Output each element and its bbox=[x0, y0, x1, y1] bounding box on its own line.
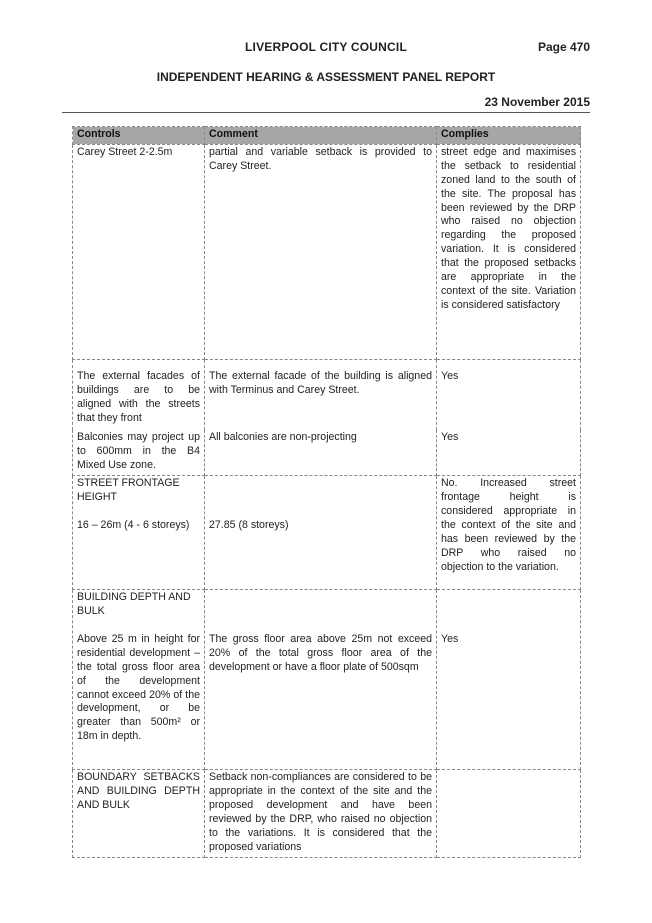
table-row bbox=[73, 144, 581, 359]
cell-comment: partial and variable setback is provided to Carey Street. bbox=[205, 144, 437, 359]
header-council: LIVERPOOL CITY COUNCIL bbox=[245, 40, 407, 54]
section-heading: STREET FRONTAGE HEIGHT bbox=[77, 477, 180, 504]
table-row bbox=[73, 590, 581, 770]
cell-complies bbox=[437, 770, 581, 857]
table-row bbox=[73, 770, 581, 857]
controls-table bbox=[72, 126, 581, 858]
col-header-controls: Controls bbox=[73, 127, 205, 145]
cell-controls: STREET FRONTAGE HEIGHT 16 – 26m (4 - 6 storeys) bbox=[73, 476, 205, 590]
cell-controls: Balconies may project up to 600mm in the B4 Mixed Use zone. bbox=[73, 430, 205, 475]
page-number: Page 470 bbox=[537, 40, 590, 54]
cell-comment: 27.85 (8 storeys) bbox=[205, 476, 437, 590]
section-heading: BUILDING DEPTH AND BULK bbox=[77, 591, 191, 618]
cell-complies: street edge and maximises the setback to residential zoned land to the south of the site. The proposal has been reviewed by the DRP who raised no objection regarding the proposed variation. It is considered that the proposed setbacks are appropriate in the context of the site. Variation is considered satisfactory bbox=[437, 144, 581, 359]
header-rule bbox=[62, 112, 590, 113]
cell-controls: BOUNDARY SETBACKS AND BUILDING DEPTH AND BULK bbox=[73, 770, 205, 857]
table-row bbox=[73, 430, 581, 475]
cell-comment: The external facade of the building is aligned with Terminus and Carey Street. bbox=[205, 359, 437, 430]
cell-controls: Carey Street 2-2.5m bbox=[73, 144, 205, 359]
cell-controls: The external facades of buildings are to be aligned with the streets that they front bbox=[73, 359, 205, 430]
col-header-complies: Complies bbox=[437, 127, 581, 145]
cell-controls: BUILDING DEPTH AND BULK Above 25 m in height for residential development – the total gross floor area of the development cannot exceed 20% of the development, or be greater than 500m² or 18m in depth. bbox=[73, 590, 205, 770]
cell-comment: Setback non-compliances are considered to be appropriate in the context of the site and the proposed development and have been reviewed by the DRP, who raised no objection to the variations. It is considered that the proposed variations bbox=[205, 770, 437, 857]
table-row bbox=[73, 476, 581, 590]
cell-complies: Yes bbox=[437, 359, 581, 430]
cell-complies: No. Increased street frontage height is considered appropriate in the context of the site and has been reviewed by the DRP who raised no objection to the variation. bbox=[437, 476, 581, 590]
cell-comment: The gross floor area above 25m not exceed 20% of the total gross floor area of the development or have a floor plate of 500sqm bbox=[205, 590, 437, 770]
cell-comment: All balconies are non-projecting bbox=[205, 430, 437, 475]
report-date: 23 November 2015 bbox=[484, 95, 590, 109]
report-title: INDEPENDENT HEARING & ASSESSMENT PANEL REPORT bbox=[156, 70, 496, 84]
cell-complies: Yes bbox=[437, 430, 581, 475]
col-header-comment: Comment bbox=[205, 127, 437, 145]
table-row bbox=[73, 359, 581, 430]
cell-complies: Yes bbox=[437, 590, 581, 770]
table-header-row bbox=[73, 127, 581, 145]
